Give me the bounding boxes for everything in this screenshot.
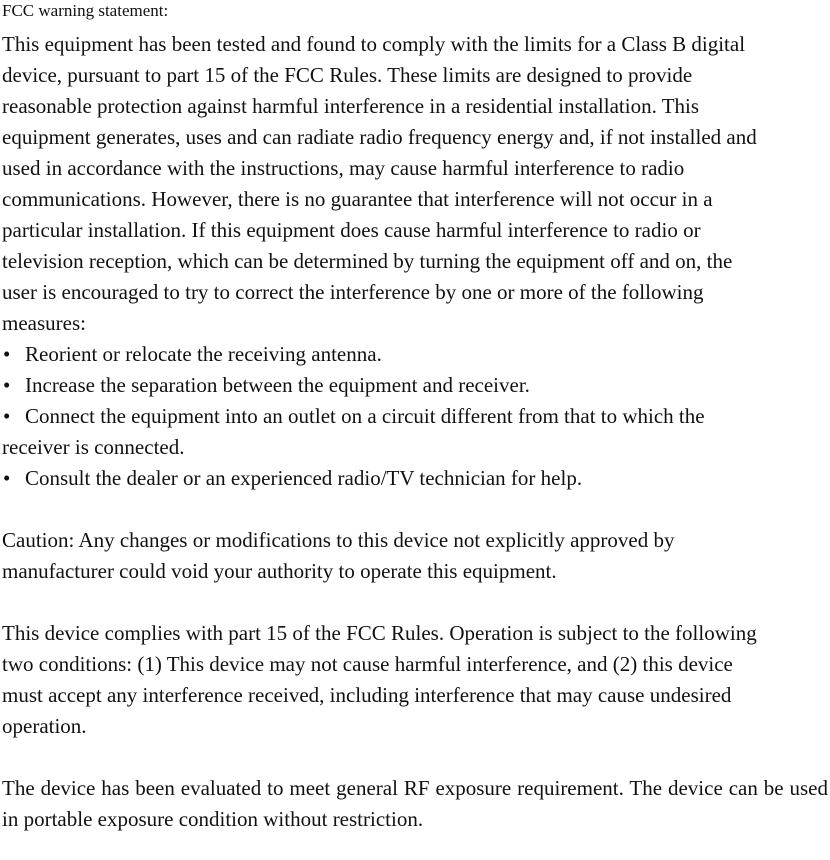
paragraph-spacer bbox=[2, 742, 828, 773]
intro-paragraph: This equipment has been tested and found to comply with the limits for a Class B digital device, pursuant to part 15 of the FCC Rules. These limits are designed to provide reasonable protection against harmful interference in a residential installation. This equipment generates, uses and can radiate radio frequency energy and, if not installed and used in accordance with the instructions, may cause harmful interference to radio communications. However, there is no guarantee that interference will not occur in a particular installation. If this equipment does cause harmful interference to radio or television reception, which can be determined by turning the equipment off and on, the user is encouraged to try to correct the interference by one or more of the following measures: bbox=[2, 32, 757, 335]
caution-paragraph: Caution: Any changes or modifications to this device not explicitly approved by manufacturer could void your authority to operate this equipment. bbox=[2, 528, 675, 583]
list-item bbox=[2, 401, 772, 463]
rf-exposure-paragraph: The device has been evaluated to meet general RF exposure requirement. The device can be used in portable exposure condition without restriction. bbox=[2, 776, 828, 831]
bullet-icon: • bbox=[3, 404, 11, 428]
list-item bbox=[2, 339, 772, 370]
measures-list bbox=[2, 339, 772, 494]
measure-text: Increase the separation between the equipment and receiver. bbox=[25, 373, 530, 397]
statement-heading: FCC warning statement: bbox=[2, 1, 169, 20]
bullet-icon: • bbox=[3, 466, 11, 490]
bullet-icon: • bbox=[3, 342, 11, 366]
measure-text: Connect the equipment into an outlet on a circuit different from that to which the receiver is connected. bbox=[2, 404, 705, 459]
list-item bbox=[2, 463, 772, 494]
document-page bbox=[2, 0, 828, 835]
measure-text: Consult the dealer or an experienced radio/TV technician for help. bbox=[25, 466, 583, 490]
paragraph-spacer bbox=[2, 494, 828, 525]
paragraph-spacer bbox=[2, 587, 828, 618]
compliance-paragraph: This device complies with part 15 of the FCC Rules. Operation is subject to the following two conditions: (1) This device may not cause harmful interference, and (2) this device must accept any interference received, including interference that may cause undesired operation. bbox=[2, 621, 757, 738]
bullet-icon: • bbox=[3, 373, 11, 397]
measure-text: Reorient or relocate the receiving antenna. bbox=[25, 342, 382, 366]
list-item bbox=[2, 370, 772, 401]
